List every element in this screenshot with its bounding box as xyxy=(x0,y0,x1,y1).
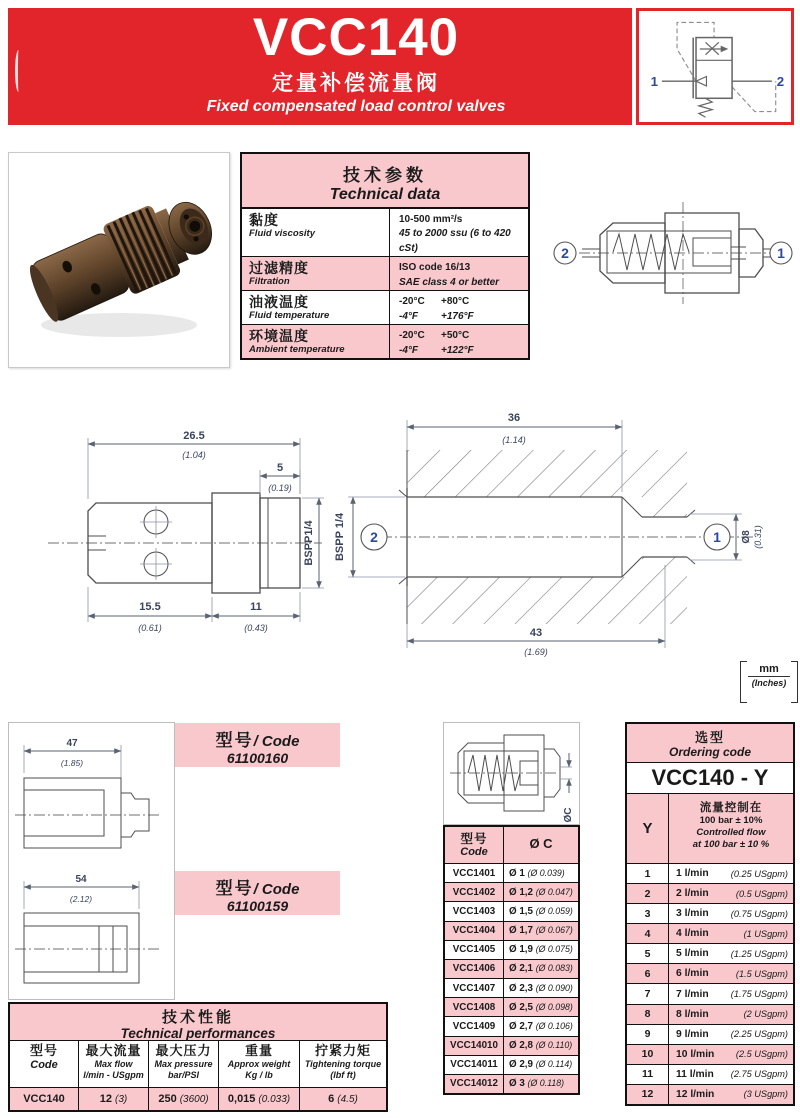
header-banner xyxy=(8,8,632,125)
flow-value: 2 l/min xyxy=(676,888,709,900)
section-port-1-label: 1 xyxy=(777,245,785,261)
symbol-port-1-label: 1 xyxy=(650,73,658,89)
row-value-2: SAE class 4 or better xyxy=(399,276,500,288)
table-row xyxy=(627,1085,793,1104)
performance-title-zh: 技术性能 xyxy=(161,1009,234,1026)
temp-max-f: +176°F xyxy=(441,310,474,322)
perf-torque-lbf: (4.5) xyxy=(337,1093,358,1105)
diameter-value: Ø 2,5 xyxy=(509,1001,533,1013)
product-photo xyxy=(8,152,230,368)
table-row xyxy=(627,1025,793,1045)
perf-torque: 6 xyxy=(328,1093,335,1105)
diameter-value-in: (Ø 0.075) xyxy=(535,944,573,955)
symbol-port-2-label: 2 xyxy=(776,73,785,89)
row-label-zh: 油液温度 xyxy=(249,294,309,310)
code-cell: VCC1407 xyxy=(445,979,504,997)
orifice-table-rows xyxy=(445,864,578,1093)
banner-swoosh xyxy=(15,50,22,92)
dim-label-in: (1.14) xyxy=(502,435,526,445)
col-zh: 型号 xyxy=(29,1043,58,1058)
flow-value-gpm: (2.25 USgpm) xyxy=(730,1029,788,1040)
body-drawings-box xyxy=(8,722,175,1000)
hydraulic-symbol-icon xyxy=(639,11,791,122)
flow-value-gpm: (0.25 USgpm) xyxy=(730,868,788,879)
flow-value: 11 l/min xyxy=(676,1068,714,1080)
flow-value-gpm: (1.25 USgpm) xyxy=(730,948,788,959)
diameter-value: Ø 1,9 xyxy=(509,944,533,956)
orifice-size-table xyxy=(443,825,580,1095)
technical-data-table xyxy=(240,152,530,360)
table-row xyxy=(445,941,578,960)
flow-label-en1: Controlled flow xyxy=(696,826,766,838)
dim-label: 43 xyxy=(529,627,543,639)
diameter-value: Ø 1,7 xyxy=(509,925,533,937)
flow-value: 9 l/min xyxy=(676,1028,709,1040)
table-row xyxy=(445,979,578,998)
diameter-value-in: (Ø 0.090) xyxy=(535,982,573,993)
diameter-value-in: (Ø 0.059) xyxy=(535,905,573,916)
table-row xyxy=(445,1075,578,1093)
code-label-en: / Code xyxy=(253,733,300,750)
dim-label-in: (2.12) xyxy=(69,894,93,904)
diameter-value-in: (Ø 0.083) xyxy=(535,963,573,974)
row-value: 10-500 mm²/s xyxy=(399,213,463,225)
diameter-value: Ø 2,3 xyxy=(509,982,533,994)
ordering-title-zh: 选型 xyxy=(694,730,725,745)
diameter-value-in: (Ø 0.047) xyxy=(535,886,573,897)
dim-label: 47 xyxy=(66,738,78,749)
col-zh: 重量 xyxy=(244,1043,273,1058)
temp-max: +80°C xyxy=(441,296,470,307)
col-zh: 最大流量 xyxy=(85,1043,142,1058)
row-label-zh: 环境温度 xyxy=(249,328,309,344)
col-code-zh: 型号 xyxy=(460,832,488,846)
y-value: 11 xyxy=(627,1065,669,1084)
table-row xyxy=(627,924,793,944)
row-value: ISO code 16/13 xyxy=(399,262,471,273)
dim-label-in: (0.43) xyxy=(244,623,268,633)
table-row xyxy=(445,902,578,921)
col-en: Approx weight xyxy=(227,1058,291,1069)
table-row xyxy=(627,964,793,984)
row-label-en: Fluid temperature xyxy=(249,310,330,322)
diameter-value-in: (Ø 0.098) xyxy=(535,1001,573,1012)
row-label-en: Filtration xyxy=(249,276,290,288)
table-row xyxy=(627,884,793,904)
flow-label-zh: 流量控制在 xyxy=(699,802,763,814)
performance-table xyxy=(8,1002,388,1112)
table-row xyxy=(242,209,528,258)
perf-flow-gpm: (3) xyxy=(115,1093,128,1105)
technical-data-header xyxy=(242,154,528,209)
flow-value-gpm: (2 USgpm) xyxy=(743,1009,788,1020)
table-row xyxy=(242,291,528,325)
diameter-value-in: (Ø 0.118) xyxy=(527,1078,565,1089)
performance-columns xyxy=(10,1041,386,1088)
y-value: 3 xyxy=(627,904,669,923)
temp-min: -20°C xyxy=(399,296,425,307)
perf-pressure-psi: (3600) xyxy=(179,1093,209,1105)
table-row xyxy=(445,864,578,883)
y-value: 6 xyxy=(627,964,669,983)
technical-data-title-en: Technical data xyxy=(329,186,441,203)
code-cell: VCC1404 xyxy=(445,922,504,940)
cavity-port-1-label: 1 xyxy=(713,529,721,545)
flow-value-gpm: (0.5 USgpm) xyxy=(735,888,788,899)
diameter-value: Ø 3 xyxy=(509,1078,525,1090)
code-cell: VCC1409 xyxy=(445,1017,504,1035)
units-note xyxy=(740,661,798,703)
perf-pressure: 250 xyxy=(158,1093,177,1105)
table-row xyxy=(242,325,528,358)
flow-label-bar: 100 bar ± 10% xyxy=(699,815,763,826)
dim-label-in: (1.69) xyxy=(524,647,548,657)
table-row xyxy=(445,998,578,1017)
flow-value: 8 l/min xyxy=(676,1008,709,1020)
ordering-model: VCC140 - Y xyxy=(627,763,793,794)
performance-header xyxy=(10,1004,386,1041)
diameter-value: Ø 1,2 xyxy=(509,886,533,898)
flow-value: 1 l/min xyxy=(676,868,709,880)
diameter-value-in: (Ø 0.114) xyxy=(535,1059,573,1070)
diameter-value-in: (Ø 0.110) xyxy=(535,1040,573,1051)
y-value: 7 xyxy=(627,984,669,1003)
page-title: VCC140 xyxy=(252,8,460,67)
orifice-drawing-box xyxy=(443,722,580,825)
table-row xyxy=(445,1037,578,1056)
dim-label-in: (1.04) xyxy=(182,450,206,460)
ordering-title-en: Ordering code xyxy=(668,745,751,759)
table-row xyxy=(627,1065,793,1085)
bracket-left xyxy=(740,661,747,703)
diameter-value-in: (Ø 0.039) xyxy=(527,867,565,878)
flow-value: 6 l/min xyxy=(676,968,709,980)
y-label: Y xyxy=(627,794,669,863)
cavity-port-2-label: 2 xyxy=(370,529,378,545)
diameter-value: Ø 2,7 xyxy=(509,1020,533,1032)
bore-label-in: (0.31) xyxy=(753,525,763,549)
code-cell: VCC1406 xyxy=(445,960,504,978)
col-en: Max pressure xyxy=(154,1058,213,1069)
diameter-value: Ø 2,8 xyxy=(509,1040,533,1052)
dim-label-in: (1.85) xyxy=(60,758,84,768)
code-cell: VCC14010 xyxy=(445,1037,504,1055)
ordering-y-header xyxy=(627,794,793,864)
row-label-zh: 黏度 xyxy=(249,211,279,228)
col-en2: bar/PSI xyxy=(167,1069,199,1080)
row-label-zh: 过滤精度 xyxy=(249,260,309,276)
diameter-value-in: (Ø 0.067) xyxy=(535,925,573,936)
orifice-table-header xyxy=(445,827,578,864)
table-row xyxy=(445,883,578,902)
flow-value-gpm: (1 USgpm) xyxy=(743,928,788,939)
table-row xyxy=(627,944,793,964)
dim-label-in: (0.19) xyxy=(268,483,292,493)
dim-label: 36 xyxy=(507,412,521,424)
subtitle-zh: 定量补偿流量阀 xyxy=(272,71,440,95)
flow-value: 4 l/min xyxy=(676,928,709,940)
ordering-header xyxy=(627,724,793,763)
dim-label: 26.5 xyxy=(183,430,205,442)
diameter-value: Ø 1 xyxy=(509,867,525,879)
temp-min: -20°C xyxy=(399,330,425,341)
col-en: Tightening torque (lbf ft) xyxy=(304,1058,382,1080)
table-row xyxy=(627,864,793,884)
table-row xyxy=(627,1045,793,1065)
row-value-2: 45 to 2000 ssu (6 to 420 cSt) xyxy=(399,228,511,254)
y-value: 5 xyxy=(627,944,669,963)
table-row xyxy=(627,904,793,924)
code-cell: VCC1408 xyxy=(445,998,504,1016)
flow-value-gpm: (2.75 USgpm) xyxy=(730,1069,788,1080)
technical-data-title-zh: 技术参数 xyxy=(343,166,427,185)
performance-values xyxy=(10,1088,386,1110)
y-value: 4 xyxy=(627,924,669,943)
units-inches: (Inches) xyxy=(751,678,787,688)
row-label-en: Ambient temperature xyxy=(249,344,345,356)
thread-label: BSPP 1/4 xyxy=(334,512,346,562)
temp-min-f: -4°F xyxy=(399,310,418,322)
diameter-value-in: (Ø 0.106) xyxy=(535,1020,573,1031)
orifice-dim-label: ØC xyxy=(563,807,574,823)
y-value: 12 xyxy=(627,1085,669,1104)
y-value: 1 xyxy=(627,864,669,883)
ordering-rows xyxy=(627,864,793,1104)
temp-max: +50°C xyxy=(441,330,470,341)
code-cell: VCC14011 xyxy=(445,1056,504,1074)
code-label-zh: 型号 xyxy=(215,731,254,750)
code-cell: VCC1405 xyxy=(445,941,504,959)
col-en: Max flow xyxy=(94,1058,133,1069)
perf-weight: 0,015 xyxy=(227,1093,256,1105)
performance-title-en: Technical performances xyxy=(120,1026,276,1041)
dim-label-in: (0.61) xyxy=(138,623,162,633)
col-en2: l/min - USgpm xyxy=(83,1069,144,1080)
flow-value: 3 l/min xyxy=(676,908,709,920)
dim-label: 54 xyxy=(75,874,87,885)
col-en: Code xyxy=(30,1058,58,1071)
code-label-en: / Code xyxy=(253,881,300,898)
row-label-en: Fluid viscosity xyxy=(249,227,315,239)
perf-code: VCC140 xyxy=(10,1088,79,1110)
diameter-value: Ø 1,5 xyxy=(509,905,533,917)
code-cell: VCC1403 xyxy=(445,902,504,920)
dim-label: 5 xyxy=(276,462,284,474)
table-row xyxy=(445,960,578,979)
ordering-code-table xyxy=(625,722,795,1106)
valve-section-drawing xyxy=(543,190,798,318)
dim-label: 11 xyxy=(250,601,262,613)
diameter-value: Ø 2,1 xyxy=(509,963,533,975)
code-cell: VCC1402 xyxy=(445,883,504,901)
col-en2: Kg / lb xyxy=(245,1069,273,1080)
diameter-value: Ø 2,9 xyxy=(509,1059,533,1071)
flow-value-gpm: (2.5 USgpm) xyxy=(735,1049,788,1060)
table-row xyxy=(445,922,578,941)
table-row xyxy=(627,984,793,1004)
flow-value-gpm: (1.75 USgpm) xyxy=(730,989,788,999)
col-diameter: Ø C xyxy=(529,836,553,851)
code-label-zh: 型号 xyxy=(215,879,254,898)
bracket-right xyxy=(791,661,798,703)
code-banner-1 xyxy=(175,723,340,767)
cartridge-dimension-drawing xyxy=(30,398,330,650)
code-number: 61100159 xyxy=(226,898,289,914)
dim-label: 15.5 xyxy=(139,601,161,613)
flow-value-gpm: (3 USgpm) xyxy=(743,1089,788,1100)
y-value: 9 xyxy=(627,1025,669,1044)
flow-value: 5 l/min xyxy=(676,948,709,960)
code-cell: VCC1401 xyxy=(445,864,504,882)
flow-value-gpm: (1.5 USgpm) xyxy=(735,968,788,979)
flow-label-en2: at 100 bar ± 10 % xyxy=(692,838,770,850)
temp-max-f: +122°F xyxy=(441,344,474,356)
code-banner-2 xyxy=(175,871,340,915)
flow-value: 7 l/min xyxy=(676,988,709,1000)
y-value: 8 xyxy=(627,1005,669,1024)
y-value: 10 xyxy=(627,1045,669,1064)
flow-value: 10 l/min xyxy=(676,1048,715,1060)
y-value: 2 xyxy=(627,884,669,903)
table-row xyxy=(242,257,528,291)
cavity-dimension-drawing xyxy=(332,402,768,658)
table-row xyxy=(445,1017,578,1036)
col-code-en: Code xyxy=(460,846,488,858)
col-zh: 最大压力 xyxy=(155,1043,212,1058)
col-zh: 拧紧力矩 xyxy=(314,1043,371,1058)
hydraulic-symbol-box xyxy=(636,8,794,125)
perf-weight-lb: (0.033) xyxy=(258,1093,291,1105)
code-cell: VCC14012 xyxy=(445,1075,504,1093)
table-row xyxy=(627,1005,793,1025)
thread-label: BSPP1/4 xyxy=(303,520,315,566)
subtitle-en: Fixed compensated load control valves xyxy=(206,97,506,115)
perf-flow: 12 xyxy=(99,1093,112,1105)
bore-label: Ø8 xyxy=(741,530,752,544)
flow-value: 12 l/min xyxy=(676,1088,715,1100)
code-number: 61100160 xyxy=(226,750,289,766)
section-port-2-label: 2 xyxy=(561,245,569,261)
table-row xyxy=(445,1056,578,1075)
temp-min-f: -4°F xyxy=(399,344,418,356)
flow-value-gpm: (0.75 USgpm) xyxy=(730,908,788,919)
units-mm: mm xyxy=(748,663,790,677)
